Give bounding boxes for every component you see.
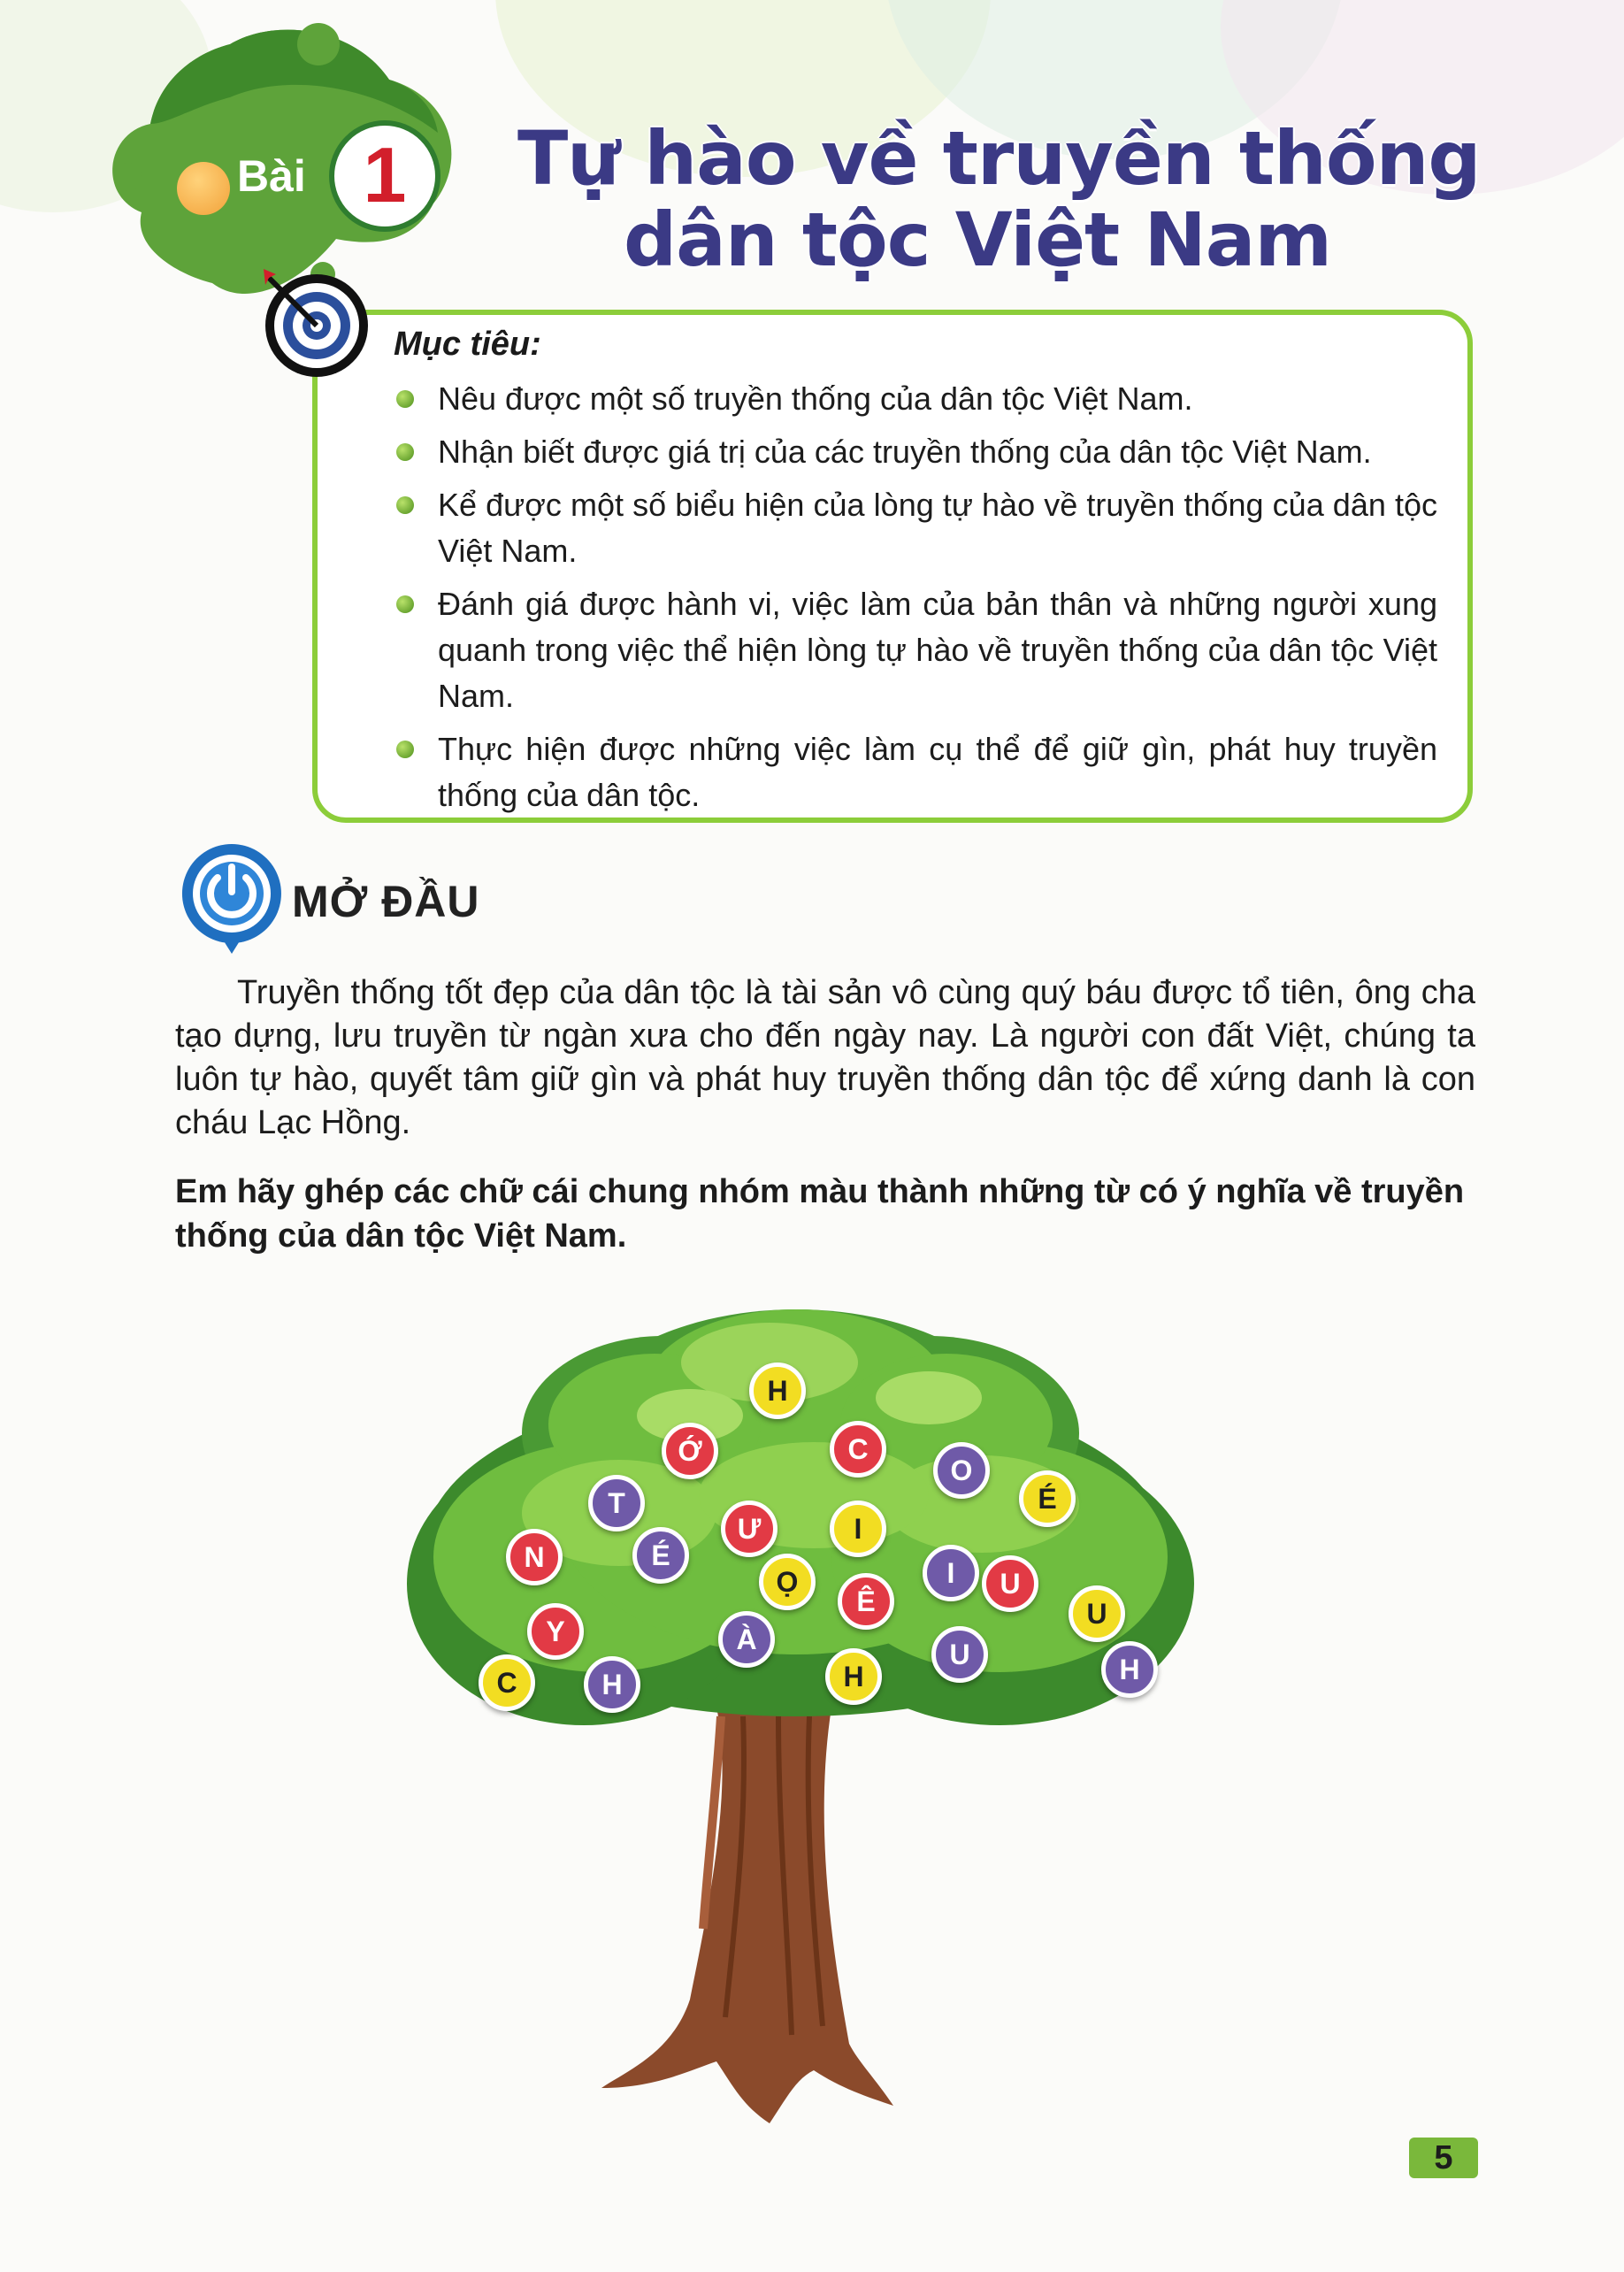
letter-bubble: C: [830, 1421, 886, 1478]
objective-text: Đánh giá được hành vi, việc làm của bản thân và những người xung quanh trong việc thể hiện lòng tự hào về truyền thống của dân tộc Việt Nam.: [438, 586, 1437, 714]
lesson-number: 1: [363, 131, 407, 219]
intro-paragraph: Truyền thống tốt đẹp của dân tộc là tài sản vô cùng quý báu được tổ tiên, ông cha tạo dựng, lưu truyền từ ngàn xưa cho đến ngày nay. Là người con đất Việt, chúng ta luôn tự hào, quyết tâm giữ gìn và phát huy truyền thống dân tộc để xứng danh là con cháu Lạc Hồng.: [175, 974, 1475, 1141]
letter-bubble: H: [584, 1656, 640, 1713]
objective-item: [394, 581, 1437, 719]
target-icon: [257, 265, 372, 380]
bullet-icon: [396, 496, 414, 514]
objective-item: [394, 429, 1437, 475]
letter-bubble: É: [1019, 1470, 1076, 1527]
page-title-line-1: Tự hào về truyền thống: [517, 115, 1481, 202]
letter-bubble: Y: [527, 1603, 584, 1660]
letter-bubble: I: [923, 1545, 979, 1601]
section-heading: MỞ ĐẦU: [292, 877, 480, 926]
lesson-label: Bài: [237, 151, 306, 201]
letter-bubble: T: [588, 1475, 645, 1531]
page-title-line-2: dân tộc Việt Nam: [624, 196, 1331, 283]
letter-bubble: U: [931, 1626, 988, 1683]
letter-bubble: Ọ: [759, 1554, 816, 1610]
letter-bubble: N: [506, 1529, 563, 1585]
objective-item: [394, 482, 1437, 574]
letter-bubble: Ớ: [662, 1423, 718, 1479]
objective-text: Thực hiện được những việc làm cụ thể để giữ gìn, phát huy truyền thống của dân tộc.: [438, 731, 1437, 813]
letter-bubble: H: [825, 1648, 882, 1705]
letter-bubble: O: [933, 1442, 990, 1499]
objective-text: Nhận biết được giá trị của các truyền thống của dân tộc Việt Nam.: [438, 434, 1372, 470]
objectives-heading: Mục tiêu:: [394, 326, 541, 363]
bullet-icon: [396, 741, 414, 758]
letter-bubble: U: [982, 1555, 1038, 1612]
objective-text: Kể được một số biểu hiện của lòng tự hào về truyền thống của dân tộc Việt Nam.: [438, 487, 1437, 569]
bullet-icon: [396, 443, 414, 461]
letter-bubble: H: [1101, 1641, 1158, 1698]
letter-bubble: Ê: [838, 1573, 894, 1630]
objective-text: Nêu được một số truyền thống của dân tộc Việt Nam.: [438, 380, 1193, 417]
objective-item: [394, 726, 1437, 818]
tree-illustration: [398, 1292, 1247, 2132]
power-icon: [177, 840, 287, 956]
task-instruction: Em hãy ghép các chữ cái chung nhóm màu thành những từ có ý nghĩa về truyền thống của dân tộc Việt Nam.: [175, 1173, 1465, 1255]
letter-tree: [398, 1292, 1247, 2137]
letter-bubble: É: [632, 1527, 689, 1584]
page-number: 5: [1409, 2138, 1478, 2178]
lesson-badge-dot: [177, 162, 230, 215]
letter-bubble: Ư: [721, 1501, 778, 1557]
letter-bubble: U: [1069, 1585, 1125, 1642]
bullet-icon: [396, 595, 414, 613]
letter-bubble: À: [718, 1611, 775, 1668]
objectives-list: [394, 376, 1437, 825]
letter-bubble: I: [830, 1501, 886, 1557]
letter-bubble: H: [749, 1362, 806, 1419]
letter-bubble: C: [479, 1654, 535, 1711]
bullet-icon: [396, 390, 414, 408]
objective-item: [394, 376, 1437, 422]
lesson-number-circle: [329, 120, 440, 232]
